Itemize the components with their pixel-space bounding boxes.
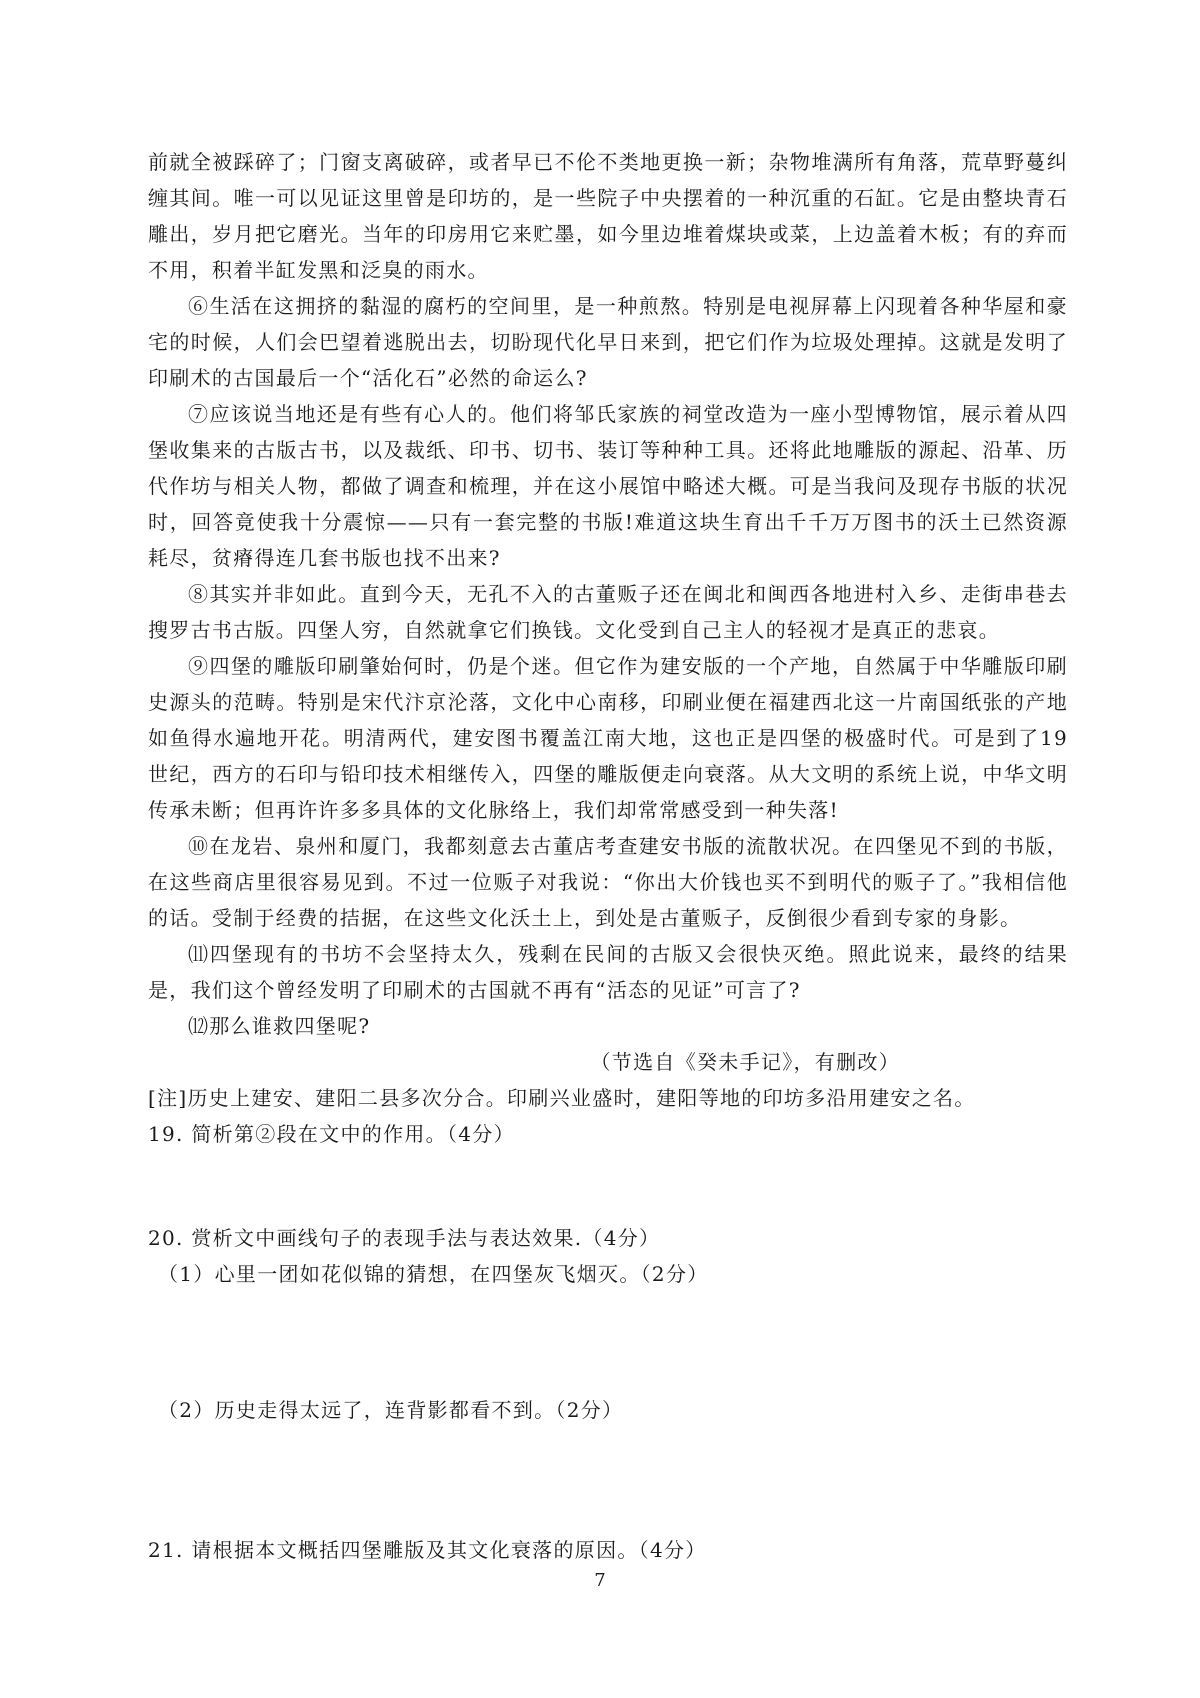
paragraph-11: ⑾四堡现有的书坊不会坚持太久，残剩在民间的古版又会很快灭绝。照此说来，最终的结果是，我们这个曾经发明了印刷术的古国就不再有“活态的见证”可言了? xyxy=(148,942,1068,1002)
question-20-2: （2）历史走得太远了，连背影都看不到。（2分） xyxy=(158,1398,624,1422)
answer-space-20-1[interactable] xyxy=(148,1292,1068,1392)
page-number: 7 xyxy=(594,1570,606,1591)
paragraph-12: ⑿那么谁救四堡呢? xyxy=(188,1014,371,1038)
paragraph-6: ⑥生活在这拥挤的黏湿的腐朽的空间里，是一种煎熬。特别是电视屏幕上闪现着各种华屋和豪宅的时候，人们会巴望着逃脱出去，切盼现代化早日来到，把它们作为垃圾处理掉。这就是发明了印刷术的古国最后一个“活化石”必然的命运么? xyxy=(148,294,1068,390)
paragraph-7: ⑦应该说当地还是有些有心人的。他们将邹氏家族的祠堂改造为一座小型博物馆，展示着从四堡收集来的古版古书，以及裁纸、印书、切书、装订等种种工具。还将此地雕版的源起、沿革、历代作坊与相关人物，都做了调查和梳理，并在这小展馆中略述大概。可是当我问及现存书版的状况时，回答竟使我十分震惊——只有一套完整的书版!难道这块生育出千千万万图书的沃土已然资源耗尽，贫瘠得连几套书版也找不出来? xyxy=(148,402,1068,570)
answer-space-19[interactable] xyxy=(148,1152,1068,1220)
footnote: [注]历史上建安、建阳二县多次分合。印刷兴业盛时，建阳等地的印坊多沿用建安之名。 xyxy=(148,1086,976,1110)
paragraph-5-end: 前就全被踩碎了；门窗支离破碎，或者早已不伦不类地更换一新；杂物堆满所有角落，荒草野蔓纠缠其间。唯一可以见证这里曾是印坊的，是一些院子中央摆着的一种沉重的石缸。它是由整块青石雕出，岁月把它磨光。当年的印房用它来贮墨，如今里边堆着煤块或菜，上边盖着木板；有的弃而不用，积着半缸发黑和泛臭的雨水。 xyxy=(148,150,1068,282)
paragraph-8: ⑧其实并非如此。直到今天，无孔不入的古董贩子还在闽北和闽西各地进村入乡、走街串巷去搜罗古书古版。四堡人穷，自然就拿它们换钱。文化受到自己主人的轻视才是真正的悲哀。 xyxy=(148,582,1068,642)
question-21: 21. 请根据本文概括四堡雕版及其文化衰落的原因。（4分） xyxy=(148,1538,707,1562)
question-19: 19. 简析第②段在文中的作用。（4分） xyxy=(148,1122,515,1146)
question-20-1: （1）心里一团如花似锦的猜想，在四堡灰飞烟灭。（2分） xyxy=(158,1262,709,1286)
paragraph-9: ⑨四堡的雕版印刷肇始何时，仍是个迷。但它作为建安版的一个产地，自然属于中华雕版印刷史源头的范畴。特别是宋代汴京沦落，文化中心南移，印刷业便在福建西北这一片南国纸张的产地如鱼得水遍地开花。明清两代，建安图书覆盖江南大地，这也正是四堡的极盛时代。可是到了19世纪，西方的石印与铅印技术相继传入，四堡的雕版便走向衰落。从大文明的系统上说，中华文明传承未断；但再许许多多具体的文化脉络上，我们却常常感受到一种失落! xyxy=(148,654,1068,822)
page-content xyxy=(148,144,1068,1568)
answer-space-20-2[interactable] xyxy=(148,1428,1068,1532)
paragraph-10: ⑩在龙岩、泉州和厦门，我都刻意去古董店考查建安书版的流散状况。在四堡见不到的书版，在这些商店里很容易见到。不过一位贩子对我说：“你出大价钱也买不到明代的贩子了。”我相信他的话。受制于经费的拮据，在这些文化沃土上，到处是古董贩子，反倒很少看到专家的身影。 xyxy=(148,834,1068,930)
question-20: 20. 赏析文中画线句子的表现手法与表达效果.（4分） xyxy=(148,1226,661,1250)
source-citation: （节选自《癸未手记》，有删改） xyxy=(590,1050,900,1074)
